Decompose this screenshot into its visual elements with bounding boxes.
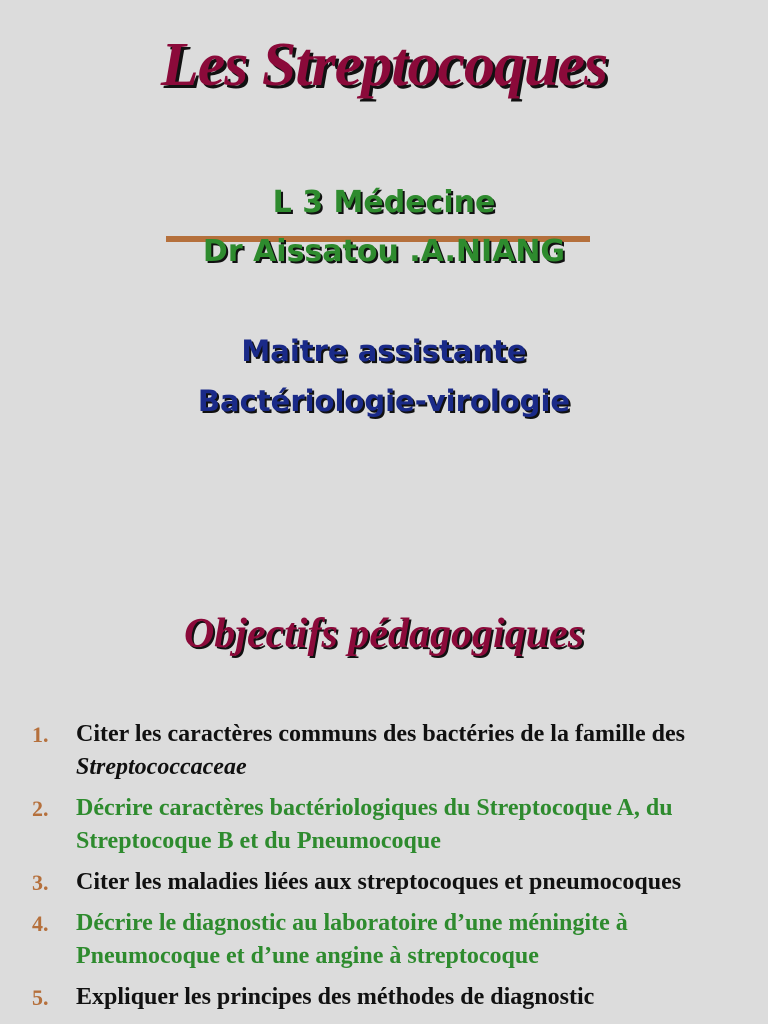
- objective-item: [0, 718, 768, 784]
- objective-text: Décrire le diagnostic au laboratoire d’une méningite à Pneumocoque et d’une angine à streptocoque: [76, 910, 628, 969]
- objective-item: [0, 981, 768, 1014]
- department-label: Bactériologie-virologie: [197, 384, 571, 418]
- objective-italic-term: Streptococcaceae: [76, 754, 247, 780]
- objective-number: 1.: [32, 722, 49, 747]
- objective-item: [0, 907, 768, 973]
- objectives-list: [0, 718, 768, 1022]
- author-role: Maitre assistante: [241, 334, 527, 368]
- objective-item: [0, 792, 768, 858]
- objective-number: 3.: [32, 870, 49, 895]
- objective-number: 4.: [32, 911, 49, 936]
- objective-text: Citer les caractères communs des bactéries de la famille des: [76, 721, 685, 747]
- section-title: Objectifs pédagogiques: [183, 611, 585, 657]
- objective-number: 2.: [32, 796, 49, 821]
- objective-text: Décrire caractères bactériologiques du Streptocoque A, du Streptocoque B et du Pneumocoque: [76, 795, 673, 854]
- author-name: Dr Aissatou .A.NIANG: [202, 234, 566, 269]
- objective-item: [0, 866, 768, 899]
- page-title: Les Streptocoques: [160, 31, 608, 99]
- course-label: L 3 Médecine: [272, 185, 496, 220]
- objective-text: Citer les maladies liées aux streptocoques et pneumocoques: [76, 869, 682, 895]
- objective-number: 5.: [32, 985, 49, 1010]
- objective-text: Expliquer les principes des méthodes de diagnostic: [76, 984, 595, 1010]
